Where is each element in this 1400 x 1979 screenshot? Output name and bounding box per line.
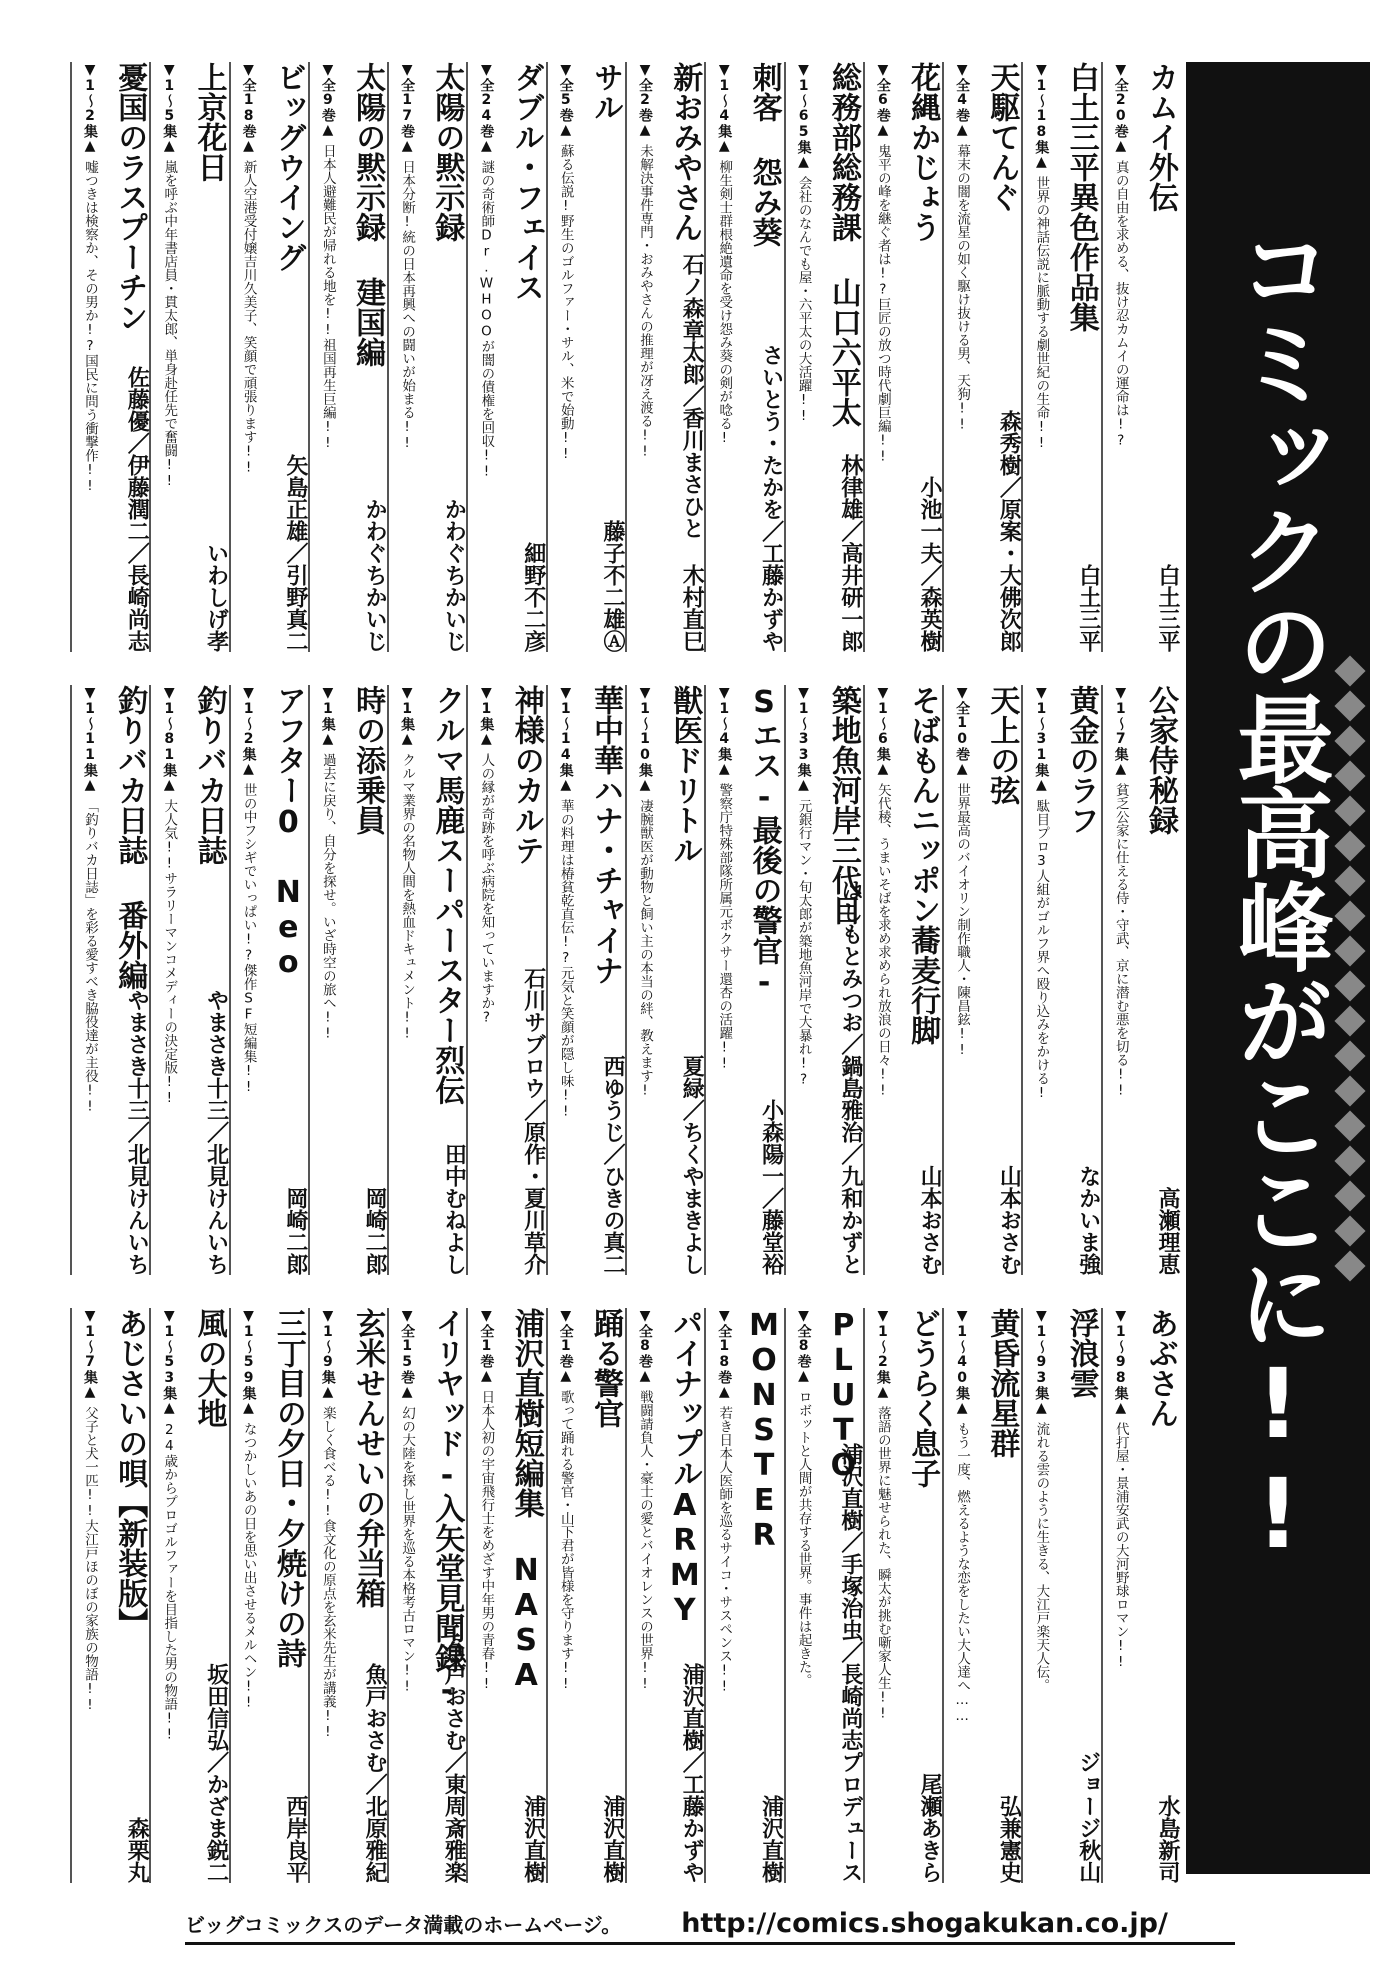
volume-count: ▼1〜40集▲	[954, 1308, 971, 1416]
volume-count: ▼全18巻▲	[716, 1308, 733, 1400]
diamond-ornament	[1334, 830, 1365, 861]
entry-author: 矢島正雄／引野真二	[282, 454, 308, 652]
catalog-entry	[784, 1308, 863, 1883]
entry-title: 黄昏流星群	[984, 1308, 1020, 1458]
volume-count: ▼1〜2集▲	[240, 685, 257, 777]
entry-title: 神様のカルテ	[508, 685, 544, 865]
diamond-ornament	[1334, 1040, 1365, 1071]
volume-count: ▼全1巻▲	[557, 1308, 574, 1384]
entry-title: 白土三平異色作品集	[1063, 62, 1099, 332]
entry-author: 森秀樹／原案・大佛次郎	[996, 410, 1022, 652]
volume-count: ▼1〜98集▲	[1112, 1308, 1129, 1416]
entry-author: 西ゆうじ／ひきの真二	[599, 1055, 625, 1275]
entry-author: 石ノ森章太郎／香川まさひと 木村直巳	[679, 253, 705, 652]
catalog-entry	[942, 685, 1021, 1275]
entry-title: 玄米せんせいの弁当箱	[350, 1308, 386, 1608]
entry-author: かわぐちかいじ	[441, 498, 467, 652]
catalog-entry	[70, 685, 149, 1275]
entry-description: 警察庁特殊部隊所属元ボクサー還杏の活躍!!	[716, 783, 733, 1072]
catalog-entry	[387, 685, 466, 1275]
entry-description: 父子と犬一匹!!大江戸ほのぼの家族の物語!!	[82, 1406, 98, 1713]
entry-description: 世の中フシギでいっぱい!?傑作SF短編集!!	[240, 783, 257, 1095]
diamond-ornament	[1334, 690, 1365, 721]
diamond-ornament	[1334, 1075, 1365, 1106]
volume-count: ▼1集▲	[478, 685, 495, 747]
volume-count: ▼全10巻▲	[954, 685, 971, 777]
entry-author: 浦沢直樹／手塚治虫／長崎尚志プロデュース	[837, 1443, 863, 1883]
entry-title: 踊る警官	[587, 1308, 623, 1428]
entry-title: 獣医ドリトル	[667, 685, 703, 865]
entry-description: 未解決事件専門・おみやさんの推理が冴え渡る!!	[637, 144, 653, 460]
entry-author: 藤子不二雄Ⓐ	[599, 520, 625, 652]
entry-description: 世界最高のバイオリン制作職人・陳昌鉉!!	[954, 783, 971, 1058]
entry-description: 矢代稜、うまいそばを求め求められ放浪の日々!!	[874, 783, 891, 1099]
entry-title: カムイ外伝	[1142, 62, 1178, 212]
diamond-ornament	[1334, 1180, 1365, 1211]
volume-count: ▼1集▲	[399, 685, 416, 747]
entry-author: 白土三平	[1075, 564, 1101, 652]
volume-count: ▼全8巻▲	[637, 1308, 653, 1384]
entry-author: ジョージ秋山	[1075, 1751, 1101, 1883]
entry-author: 浦沢直樹	[599, 1795, 625, 1883]
volume-count: ▼全18巻▲	[240, 62, 257, 154]
catalog-entry	[942, 1308, 1021, 1883]
entry-title: ビッグウイング	[270, 62, 306, 272]
entry-author: 林律雄／高井研一郎	[837, 454, 863, 652]
volume-count: ▼1〜2集▲	[82, 62, 98, 154]
entry-author: かわぐちかいじ	[362, 498, 388, 652]
catalog-entry	[466, 62, 545, 652]
catalog-entry	[387, 62, 466, 652]
volume-count: ▼1〜7集▲	[82, 1308, 98, 1400]
entry-author: 魚戸おさむ／北原雅紀	[362, 1663, 388, 1883]
entry-title: 花縄かじょう	[905, 62, 941, 242]
diamond-ornament	[1334, 795, 1365, 826]
entry-title: アフター0 Neo	[270, 685, 306, 980]
catalog-entry	[149, 62, 228, 652]
catalog-entry	[546, 1308, 625, 1883]
entry-author: 田中むねよし	[441, 1143, 467, 1275]
entry-description: 華の料理は椿貧乾直伝!?元気と笑顔が隠し味!!	[557, 799, 574, 1120]
entry-description: ロボットと人間が共存する世界。事件は起きた。	[795, 1390, 812, 1687]
entry-title: 釣りバカ日誌	[191, 685, 227, 865]
entry-description: 人の縁が奇跡を呼ぶ病院を知っていますか?	[478, 753, 495, 1026]
volume-count: ▼1〜2集▲	[874, 1308, 891, 1400]
entry-author: 魚戸おさむ／東周斎雅楽	[441, 1641, 467, 1883]
entry-description: 過去に戻り、自分を探せ。いざ時空の旅へ!!	[319, 753, 336, 1042]
entry-author: 浦沢直樹／工藤かずや	[679, 1663, 705, 1883]
catalog-entry	[1101, 62, 1180, 652]
entry-title: 浦沢直樹短編集 NASA	[508, 1308, 544, 1693]
entry-description: 真の自由を求める、抜け忍カムイの運命は!?	[1112, 160, 1129, 449]
entry-author: やまさき十三／北見けんいち	[124, 989, 150, 1275]
catalog-section-3	[70, 1308, 1180, 1883]
entry-title: 釣りバカ日誌 番外編	[112, 685, 148, 990]
diamond-ornament	[1334, 760, 1365, 791]
catalog-entry	[308, 62, 387, 652]
entry-author: 石川サブロウ／原作・夏川草介	[520, 967, 546, 1275]
catalog-entry	[387, 1308, 466, 1883]
volume-count: ▼1〜7集▲	[1112, 685, 1129, 777]
catalog-entry	[546, 685, 625, 1275]
catalog-entry	[784, 685, 863, 1275]
diamond-ornament	[1334, 900, 1365, 931]
catalog-entry	[863, 1308, 942, 1883]
entry-description: 若き日本人医師を巡るサイコ・サスペンス!!	[716, 1406, 733, 1695]
entry-description: クルマ業界の名物人間を熱血ドキュメント!!	[399, 753, 416, 1042]
entry-description: 幻の大陸を探し世界を巡る本格考古ロマン!!	[399, 1406, 416, 1695]
entry-title: イリヤッド-入矢堂見聞録-	[429, 1308, 465, 1708]
entry-author: 山本おさむ	[996, 1165, 1022, 1275]
entry-author: 夏緑／ちくやまきよし	[679, 1055, 705, 1275]
entry-author: 佐藤優／伊藤潤二／長崎尚志	[124, 366, 150, 652]
entry-title: MONSTER	[746, 1308, 782, 1553]
catalog-entry	[308, 685, 387, 1275]
entry-title: 天上の弦	[984, 685, 1020, 805]
entry-description: 柳生剣士群根絶遺命を受け怨み葵の剣が唸る!	[716, 160, 733, 446]
entry-description: 歌って踊れる警官・山下君が皆様を守ります!!	[557, 1390, 574, 1692]
catalog-entry	[546, 62, 625, 652]
entry-description: 世界の神話伝説に脈動する劇世紀の生命!!	[1033, 176, 1050, 451]
entry-author: いわしげ孝	[203, 542, 229, 652]
volume-count: ▼全9巻▲	[319, 62, 336, 138]
catalog-entry	[229, 62, 308, 652]
diamond-ornament	[1334, 1250, 1365, 1281]
volume-count: ▼1〜53集▲	[161, 1308, 178, 1416]
entry-title: ダブル・フェイス	[508, 62, 544, 302]
volume-count: ▼全20巻▲	[1112, 62, 1129, 154]
entry-description: 嵐を呼ぶ中年書店員・貫太郎、単身赴任先で奮闘!!	[161, 160, 178, 489]
diamond-ornament	[1334, 935, 1365, 966]
entry-author: 尾瀬あきら	[917, 1773, 943, 1883]
entry-author: 岡崎二郎	[282, 1187, 308, 1275]
entry-title: 天駆てんぐ	[984, 62, 1020, 212]
entry-title: パイナップルARMY	[667, 1308, 703, 1628]
entry-title: PLUTO	[825, 1308, 861, 1483]
entry-author: さいとう・たかを／工藤かずや	[758, 344, 784, 652]
catalog-entry	[229, 1308, 308, 1883]
volume-count: ▼1〜14集▲	[557, 685, 574, 793]
volume-count: ▼1〜6集▲	[874, 685, 891, 777]
volume-count: ▼全6巻▲	[874, 62, 891, 138]
entry-description: 駄目プロ3人組がゴルフ界へ殴り込みをかける!	[1033, 799, 1050, 1101]
entry-author: 高瀬理恵	[1154, 1187, 1180, 1275]
entry-description: 貧乏公家に仕える侍・守武、京に潜む悪を切る!!	[1112, 783, 1129, 1099]
entry-author: 白土三平	[1154, 564, 1180, 652]
catalog-entry	[70, 62, 149, 652]
volume-count: ▼1〜81集▲	[161, 685, 178, 793]
volume-count: ▼1〜10集▲	[637, 685, 653, 793]
entry-author: 西岸良平	[282, 1795, 308, 1883]
volume-count: ▼全1巻▲	[478, 1308, 495, 1384]
entry-title: 太陽の黙示録 建国編	[350, 62, 386, 367]
volume-count: ▼全2巻▲	[637, 62, 653, 138]
entry-description: 24歳からプロゴルファーを目指した男の物語!!	[161, 1422, 178, 1743]
entry-title: あじさいの唄【新装版】	[112, 1308, 148, 1638]
volume-count: ▼1〜31集▲	[1033, 685, 1050, 793]
volume-count: ▼1〜33集▲	[795, 685, 812, 793]
entry-title: 黄金のラフ	[1063, 685, 1099, 835]
entry-author: 浦沢直樹	[520, 1795, 546, 1883]
entry-title: 築地魚河岸三代目	[825, 685, 861, 925]
catalog-entry	[704, 62, 783, 652]
volume-count: ▼1〜11集▲	[82, 685, 98, 793]
entry-description: 嘘つきは検察か、その男か!?国民に問う衝撃作!!	[82, 160, 98, 494]
entry-title: 公家侍秘録	[1142, 685, 1178, 835]
volume-count: ▼1〜5集▲	[161, 62, 178, 154]
catalog-entry	[1021, 62, 1100, 652]
entry-title: 華中華ハナ・チャイナ	[587, 685, 623, 985]
entry-description: 代打屋・景浦安武の大河野球ロマン!!	[1112, 1422, 1129, 1670]
entry-title: 浮浪雲	[1063, 1308, 1099, 1398]
catalog-entry	[942, 62, 1021, 652]
diamond-ornament	[1334, 1145, 1365, 1176]
catalog-entry	[784, 62, 863, 652]
volume-count: ▼1〜59集▲	[240, 1308, 257, 1416]
footer-underline	[185, 1942, 1235, 1945]
entry-author: 小池一夫／森英樹	[917, 476, 943, 652]
catalog-entry	[70, 1308, 149, 1883]
entry-description: 鬼平の峰を継ぐ者は!?巨匠の放つ時代劇巨編!!	[874, 144, 891, 465]
entry-title: Sエス-最後の警官-	[746, 685, 782, 1000]
volume-count: ▼1〜9集▲	[319, 1308, 336, 1400]
catalog-entry	[1021, 685, 1100, 1275]
entry-description: 凄腕獣医が動物と飼い主の本当の絆、教えます!	[637, 799, 653, 1099]
entry-description: 戦闘請負人・豪士の愛とバイオレンスの世界!!	[637, 1390, 653, 1692]
entry-author: 弘兼憲史	[996, 1795, 1022, 1883]
diamond-ornament	[1334, 865, 1365, 896]
diamond-ornament	[1334, 1215, 1365, 1246]
entry-description: 幕末の闇を流星の如く駆け抜ける男、天狗!!	[954, 144, 971, 433]
volume-count: ▼全24巻▲	[478, 62, 495, 154]
volume-count: ▼全8巻▲	[795, 1308, 812, 1384]
entry-title: 時の添乗員	[350, 685, 386, 835]
entry-author: 細野不二彦	[520, 542, 546, 652]
entry-description: 会社のなんでも屋・六平太の大活躍!!	[795, 176, 812, 424]
catalog-entry	[229, 685, 308, 1275]
diamond-ornament	[1334, 725, 1365, 756]
catalog-section-1	[70, 62, 1180, 652]
catalog-entry	[625, 1308, 704, 1883]
footer-text: ビッグコミックスのデータ満載のホームページ。	[185, 1913, 622, 1937]
entry-description: 謎の奇術師Dr.WHOOが闇の債権を回収!!	[478, 160, 495, 480]
entry-author: はしもとみつお／鍋島雅治／九和かずと	[837, 879, 863, 1275]
entry-author: なかいま強	[1075, 1165, 1101, 1275]
entry-description: 楽しく食べる!!食文化の原点を玄米先生が講義!!	[319, 1406, 336, 1740]
entry-author: 水島新司	[1154, 1795, 1180, 1883]
entry-description: 大人気!!サラリーマンコメディーの決定版!!	[161, 799, 178, 1106]
entry-description: 蘇る伝説!野生のゴルファー・サル、米で始動!!	[557, 144, 574, 462]
entry-title: 三丁目の夕日・夕焼けの詩	[270, 1308, 306, 1668]
entry-title: 刺客 怨み葵	[746, 62, 782, 247]
entry-description: 日本人初の宇宙飛行士をめざす中年男の青春!!	[478, 1390, 495, 1692]
entry-title: どうらく息子	[905, 1308, 941, 1488]
volume-count: ▼全17巻▲	[399, 62, 416, 154]
catalog-entry	[466, 685, 545, 1275]
volume-count: ▼全4巻▲	[954, 62, 971, 138]
entry-title: 憂国のラスプーチン	[112, 62, 148, 332]
catalog-entry	[1021, 1308, 1100, 1883]
entry-title: クルマ馬鹿スーパースター烈伝	[429, 685, 465, 1105]
catalog-entry	[149, 685, 228, 1275]
catalog-entry	[863, 685, 942, 1275]
volume-count: ▼1〜4集▲	[716, 685, 733, 777]
entry-title: 新おみやさん	[667, 62, 703, 242]
catalog-entry	[704, 685, 783, 1275]
volume-count: ▼1集▲	[319, 685, 336, 747]
entry-author: 浦沢直樹	[758, 1795, 784, 1883]
entry-author: 森栗丸	[124, 1817, 150, 1883]
volume-count: ▼1〜65集▲	[795, 62, 812, 170]
entry-title: そばもんニッポン蕎麦行脚	[905, 685, 941, 1045]
entry-title: 風の大地	[191, 1308, 227, 1428]
entry-author: やまさき十三／北見けんいち	[203, 989, 229, 1275]
diamond-ornament	[1334, 970, 1365, 1001]
catalog-section-2	[70, 685, 1180, 1275]
entry-title: サル	[587, 62, 623, 122]
entry-author: 小森陽一／藤堂裕	[758, 1099, 784, 1275]
volume-count: ▼1〜4集▲	[716, 62, 733, 154]
diamond-ornament	[1334, 1110, 1365, 1141]
entry-title: 上京花日	[191, 62, 227, 182]
catalog-entry	[466, 1308, 545, 1883]
volume-count: ▼全15巻▲	[399, 1308, 416, 1400]
entry-description: 落語の世界に魅せられた、瞬太が挑む噺家人生!!	[874, 1406, 891, 1722]
diamond-ornament	[1334, 1005, 1365, 1036]
volume-count: ▼全5巻▲	[557, 62, 574, 138]
entry-author: 山本おさむ	[917, 1165, 943, 1275]
catalog-entry	[625, 62, 704, 652]
headline-text: コミックの最高峰がここに!!	[1222, 220, 1334, 1568]
entry-description: 「釣りバカ日誌」を彩る愛すべき脇役達が主役!!	[82, 799, 98, 1115]
volume-count: ▼1〜18集▲	[1033, 62, 1050, 170]
entry-title: あぶさん	[1142, 1308, 1178, 1428]
entry-author: 坂田信弘／かざま鋭二	[203, 1663, 229, 1883]
catalog-entry	[308, 1308, 387, 1883]
entry-description: 元銀行マン・旬太郎が築地魚河岸で大暴れ!?	[795, 799, 812, 1088]
entry-description: なつかしいあの日を思い出させるメルヘン!!	[240, 1422, 257, 1711]
catalog-entry	[1101, 1308, 1180, 1883]
entry-description: 流れる雲のように生きる、大江戸楽天人伝。	[1033, 1422, 1050, 1692]
catalog-entry	[863, 62, 942, 652]
entry-title: 総務部総務課 山口六平太	[825, 62, 861, 427]
entry-description: 日本分断!統の日本再興への闘いが始まる!!	[399, 160, 416, 451]
catalog-entry	[149, 1308, 228, 1883]
entry-author: 岡崎二郎	[362, 1187, 388, 1275]
diamond-ornaments	[1330, 660, 1370, 1280]
diamond-ornament	[1334, 655, 1365, 686]
volume-count: ▼1〜93集▲	[1033, 1308, 1050, 1416]
entry-description: 新人空港受付嬢吉川久美子、笑顔で頑張ります!!	[240, 160, 257, 476]
entry-description: もう一度、燃えるような恋をしたい大人達へ……	[954, 1422, 971, 1724]
catalog-entry	[1101, 685, 1180, 1275]
catalog-entry	[625, 685, 704, 1275]
catalog-entry	[704, 1308, 783, 1883]
entry-title: 太陽の黙示録	[429, 62, 465, 242]
entry-description: 日本人避難民が帰れる地を!!祖国再生巨編!!	[319, 144, 336, 451]
homepage-link[interactable]: http://comics.shogakukan.co.jp/	[681, 1908, 1168, 1939]
